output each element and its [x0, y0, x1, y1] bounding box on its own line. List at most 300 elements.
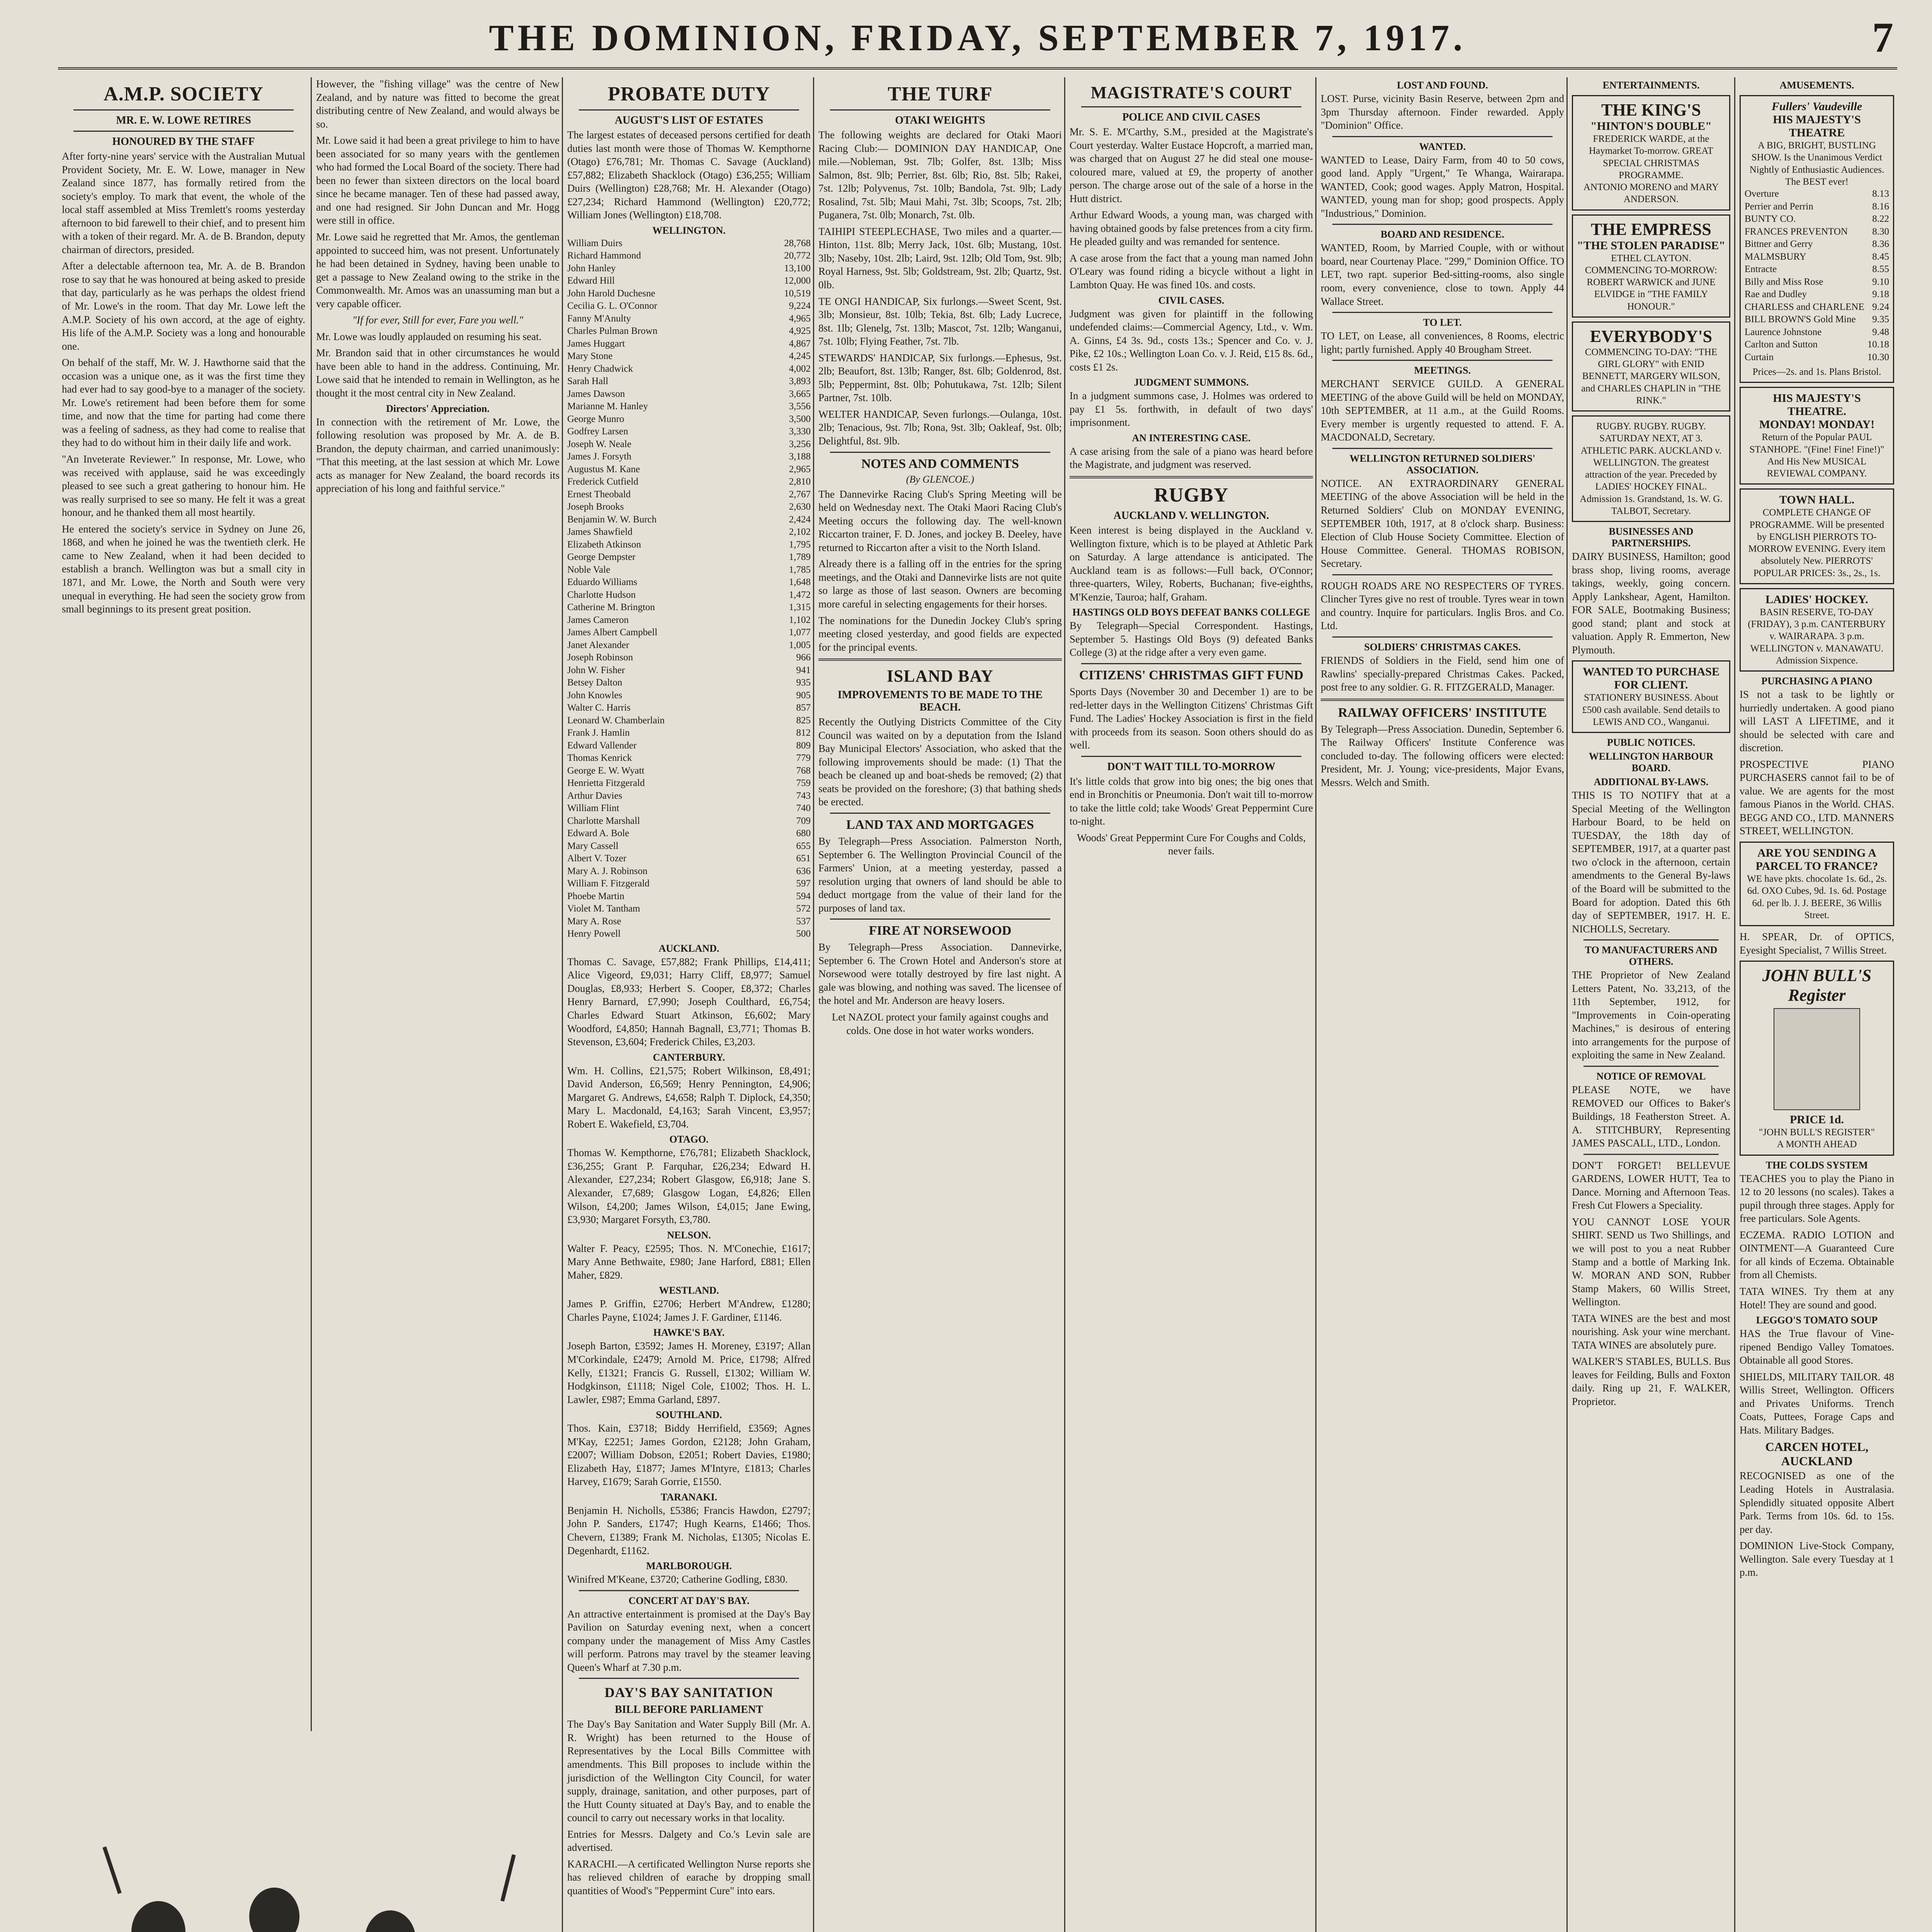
article-paragraph: By Telegraph—Special Correspondent. Hastings, September 5. Hastings Old Boys (9) defeated Banks College (3) at the ridge after a very even game. [1070, 620, 1313, 658]
program-time: 8.16 [1872, 201, 1889, 212]
article-paragraph: Mr. Lowe said it had been a great privilege to him to have been associated for so many years with the gentlemen who had formed the Local Board of the society. There had been no fewer than sixteen directors on the local board since he became manager. Ten of these had passed away, and one had resigned. Sir John Duncan and Mr. Hogg were still in office. [316, 134, 560, 226]
estate-row [567, 388, 811, 401]
program-time: 8.13 [1872, 189, 1889, 199]
masthead [58, 9, 1897, 70]
region-heading: TARANAKI. [660, 1491, 718, 1503]
estate-value: 812 [796, 728, 811, 738]
estate-row [567, 651, 811, 664]
classified-text: TATA WINES are the best and most nourishing. Ask your wine merchant. TATA WINES are absolutely pure. [1572, 1312, 1730, 1351]
estate-value: 655 [796, 840, 811, 851]
classified-heading: NOTICE OF REMOVAL [1596, 1070, 1706, 1082]
section-heading: CITIZENS' CHRISTMAS GIFT FUND [1079, 668, 1304, 682]
estate-value: 4,965 [789, 313, 811, 324]
estate-name: Mary Stone [567, 351, 613, 362]
notice-title: WELLINGTON HARBOUR BOARD. [1588, 751, 1714, 774]
estate-row [567, 576, 811, 589]
estate-name: Leonard W. Chamberlain [567, 715, 665, 726]
ad-text: STATIONERY BUSINESS. About £500 cash available. Send details to LEWIS AND CO., Wanganui. [1582, 692, 1720, 727]
estate-name: Edward Hill [567, 276, 615, 286]
article-subheading: IMPROVEMENTS TO BE MADE TO THE BEACH. [837, 689, 1043, 714]
column-rule [311, 77, 312, 1932]
article-subheading: HONOURED BY THE STAFF [112, 136, 255, 148]
classified-text: TATA WINES. Try them at any Hotel! They are sound and good. [1740, 1285, 1894, 1311]
program-time: 10.30 [1867, 352, 1889, 362]
rugby-match-ad [1572, 415, 1730, 522]
article-paragraph: A case arose from the fact that a young man named John O'Leary was found riding a bicycle without a light in Lambton Quay. He was fined 10s. and costs. [1070, 252, 1313, 291]
estate-row [567, 677, 811, 689]
estate-value: 3,893 [789, 376, 811, 387]
estate-row [567, 689, 811, 702]
classified-heading: PUBLIC NOTICES. [1607, 737, 1696, 748]
article-paragraph: Judgment was given for plaintiff in the following undefended claims:—Commercial Agency, Ltd., v. Wm. A. Ginns, £4 3s. 9d., costs 13s.; Spencer and Co. v. J. Pike, £2 10s.; Wellington Loan Co. v. J. Reid, £15 8s. 6d., costs £1 2s. [1070, 308, 1313, 373]
article-paragraph: TAIHIPI STEEPLECHASE, Two miles and a quarter.—Hinton, 11st. 8lb; Merry Jack, 10st. 6lb; Mustang, 10st. 3lb; Naseby, 10st. 2lb; Laird, 9st. 12lb; Old Tom, 9st. 9lb; Royal Harness, 9st. 5lb; Goldstream, 9st. 2lb; Quartz, 9st. 0lb. [818, 225, 1062, 291]
estate-value: 743 [796, 790, 811, 801]
ad-title: TOWN HALL. [1779, 493, 1855, 507]
estate-row [567, 614, 811, 627]
kings-theatre-ad [1572, 95, 1730, 211]
section-heading: LAND TAX AND MORTGAGES [846, 817, 1034, 832]
column-rule [1734, 77, 1735, 1932]
program-time: 8.22 [1872, 214, 1889, 224]
article-paragraph: He entered the society's service in Sydney on June 26, 1868, and when he joined he was the twentieth clerk. He came to New Zealand, when it had been decided to establish a branch. Wellington was but a small city in 1871, and Mr. Lowe, the North and South were very unequal in everything. He had seen the society grow from small beginnings to its present great position. [62, 523, 305, 615]
estate-row [567, 890, 811, 903]
estate-value: 1,648 [789, 577, 811, 588]
classified-text: MERCHANT SERVICE GUILD. A GENERAL MEETING of the above Guild will be held on MONDAY, 10th SEPTEMBER, at 11 a.m., at the Guild Rooms. Every member is urgently requested to attend. F. A. MACDONALD, Secretary. [1321, 378, 1564, 443]
article-paragraph: After a delectable afternoon tea, Mr. A. de B. Brandon rose to say that he was honoured at being asked to preside that day, particularly as he was perhaps the oldest friend of Mr. Lowe's in the room. That day Mr. Lowe left the A.M.P. Society of his own accord, at the age of eighty. His life of the A.M.P. Society was a long and honourable one. [62, 260, 305, 352]
estate-row [567, 639, 811, 652]
estate-row [567, 350, 811, 363]
estate-row [567, 287, 811, 300]
program-time: 9.18 [1872, 289, 1889, 299]
program-act: BUNTY CO. [1745, 214, 1796, 224]
section-subheading: AN INTERESTING CASE. [1132, 432, 1251, 444]
estate-value: 740 [796, 803, 811, 814]
estate-row [567, 903, 811, 915]
program-row [1745, 351, 1889, 364]
program-row [1745, 301, 1889, 314]
estate-name: Mary Cassell [567, 840, 619, 851]
estate-name: Sarah Hall [567, 376, 609, 387]
article-heading: RUGBY [1154, 484, 1229, 507]
estate-value: 1,315 [789, 602, 811, 613]
estate-name: Frederick Cutfield [567, 476, 638, 487]
estate-row [567, 363, 811, 376]
estate-row [567, 740, 811, 752]
estate-value: 3,500 [789, 413, 811, 424]
ad-text: COMMENCING TO-DAY: "THE GIRL GLORY" with ENID BENNETT, MARGERY WILSON, and CHARLES CHAPLIN in "THE RINK." [1581, 347, 1721, 406]
estate-name: James J. Forsyth [567, 451, 631, 462]
classified-heading: BUSINESSES AND PARTNERSHIPS. [1609, 526, 1694, 549]
estate-row [567, 451, 811, 463]
advert-paragraph: Woods' Great Peppermint Cure For Coughs and Colds, never fails. [1077, 832, 1306, 857]
region-heading: WELLINGTON. [652, 224, 726, 236]
estate-name: William F. Fitzgerald [567, 878, 650, 889]
region-heading: OTAGO. [669, 1134, 709, 1145]
ad-text: ANTONIO MORENO and MARY ANDERSON. [1583, 182, 1719, 205]
ad-title: HIS MAJESTY'S THEATRE [1773, 113, 1861, 139]
estate-row [567, 237, 811, 250]
estate-value: 4,002 [789, 363, 811, 374]
column-classifieds [1317, 77, 1568, 1932]
article-paragraph: Benjamin H. Nicholls, £5386; Francis Hawdon, £2797; John P. Sanders, £1747; Hugh Kearns, £1466; Thos. Chevern, £1389; Frank M. Nicholas, £1305; Nicolas E. Degenhardt, £1162. [567, 1504, 811, 1556]
program-act: FRANCES PREVENTON [1745, 226, 1848, 237]
estate-value: 1,785 [789, 564, 811, 575]
article-heading: ISLAND BAY [886, 667, 994, 686]
ad-text: A MONTH AHEAD [1777, 1139, 1857, 1150]
advert-paragraph: Let NAZOL protect your family against coughs and colds. One dose in hot water works wonders. [832, 1011, 1049, 1036]
estate-value: 2,767 [789, 489, 811, 500]
article-heading: MAGISTRATE'S COURT [1090, 83, 1292, 102]
estate-row [567, 488, 811, 501]
estate-name: Joseph Brooks [567, 502, 624, 512]
estate-value: 9,224 [789, 301, 811, 311]
estate-value: 4,245 [789, 351, 811, 362]
estate-value: 2,630 [789, 502, 811, 512]
estate-name: Henrietta Fitzgerald [567, 778, 645, 789]
ad-text: FREDERICK WARDE, at the Haymarket To-morrow. GREAT SPECIAL CHRISTMAS PROGRAMME. [1589, 134, 1713, 180]
estate-row [567, 626, 811, 639]
section-subheading: HASTINGS OLD BOYS DEFEAT BANKS COLLEGE [1072, 607, 1310, 618]
classified-heading: LEGGO'S TOMATO SOUP [1756, 1315, 1878, 1326]
estate-row [567, 790, 811, 803]
program-row [1745, 201, 1889, 213]
section-heading: NOTES AND COMMENTS [861, 456, 1019, 471]
estate-value: 597 [796, 878, 811, 889]
ladies-hockey-ad [1740, 588, 1894, 672]
classified-heading: CARCEN HOTEL, AUCKLAND [1765, 1440, 1869, 1468]
estate-row [567, 928, 811, 940]
region-heading: HAWKE'S BAY. [653, 1327, 725, 1338]
estate-row [567, 702, 811, 714]
region-heading: NELSON. [667, 1229, 711, 1241]
wanted-purchase-ad [1572, 660, 1730, 733]
estate-name: James Huggart [567, 338, 625, 349]
estate-value: 905 [796, 690, 811, 701]
article-paragraph: On behalf of the staff, Mr. W. J. Hawthorne said that the occasion was a unique one, as it was the first time they had ever had to say good-bye to a manager of the society. Mr. Lowe's retirement had been before them for some time, and now that the time for parting had come there was a feeling of sadness, as they had come to realise that they had to do without him in their daily life and work. [62, 357, 305, 449]
classified-text: TO LET, on Lease, all conveniences, 8 Rooms, electric light; partly furnished. Apply 40 Brougham Street. [1321, 330, 1564, 355]
estate-name: Betsey Dalton [567, 677, 622, 688]
article-paragraph: It's little colds that grow into big ones; the big ones that end in Bronchitis or Pneumonia. Don't wait till to-morrow to take the little cold; take Woods' Great Peppermint Cure to-night. [1070, 775, 1313, 827]
region-heading: MARLBOROUGH. [646, 1560, 732, 1572]
program-row [1745, 288, 1889, 301]
section-subheading: JUDGMENT SUMMONS. [1134, 377, 1249, 388]
article-paragraph: WELTER HANDICAP, Seven furlongs.—Oulanga, 10st. 2lb; Tenacious, 9st. 7lb; Rona, 9st. 3lb; Oakleaf, 9st. 0lb; Delightful, 8st. 9lb. [818, 408, 1062, 447]
estate-name: Charlotte Hudson [567, 589, 636, 600]
program-time: 8.36 [1872, 239, 1889, 249]
estate-row [567, 840, 811, 853]
kodak-advertisement [58, 1731, 556, 1932]
estate-name: Richard Hammond [567, 250, 641, 261]
ad-text: ETHEL CLAYTON. COMMENCING TO-MORROW: ROBERT WARWICK and JUNE ELVIDGE in "THE FAMILY HONOUR." [1585, 253, 1717, 312]
estate-value: 12,000 [784, 276, 811, 286]
estate-value: 825 [796, 715, 811, 726]
classified-text: WALKER'S STABLES, BULLS. Bus leaves for Feilding, Bulls and Foxton daily. Ring up 21, F. WALKER, Proprietor. [1572, 1355, 1730, 1407]
program-act: Rae and Dudley [1745, 289, 1807, 299]
estate-name: James Albert Campbell [567, 627, 658, 638]
program-act: Overture [1745, 189, 1779, 199]
ad-text: Prices—2s. and 1s. Plans Bristol. [1752, 367, 1881, 377]
article-subheading: AUGUST'S LIST OF ESTATES [614, 114, 764, 126]
estate-value: 966 [796, 652, 811, 663]
section-subheading: CONCERT AT DAY'S BAY. [628, 1595, 750, 1606]
estate-name: Arthur Davies [567, 790, 622, 801]
article-paragraph: STEWARDS' HANDICAP, Six furlongs.—Ephesus, 9st. 2lb; Beaufort, 8st. 13lb; Ranger, 8st. 6lb; Goldenrod, 8st. 5lb; Peppermint, 8st. 0lb; Pohutukawa, 7st. 12lb; Silent Partner, 7st. 10lb. [818, 352, 1062, 404]
classified-text: RECOGNISED as one of the Leading Hotels in Australasia. Splendidly situated opposite Albert Park. Terms from 10s. 6d. to 15s. per day. [1740, 1470, 1894, 1535]
program-row [1745, 226, 1889, 238]
estate-value: 768 [796, 765, 811, 776]
program-row [1745, 188, 1889, 201]
classified-heading: MEETINGS. [1414, 365, 1471, 376]
soldiers-illustration [58, 1731, 556, 1932]
estate-name: James Cameron [567, 614, 629, 625]
classified-heading: TO MANUFACTURERS AND OTHERS. [1585, 944, 1718, 968]
article-paragraph: Entries for Messrs. Dalgety and Co.'s Levin sale are advertised. [567, 1828, 811, 1854]
estate-row [567, 765, 811, 777]
article-paragraph: Wm. H. Collins, £21,575; Robert Wilkinson, £8,491; David Anderson, £6,569; Henry Pennington, £4,906; Margaret G. Andrews, £4,658; Ralph T. Diplock, £4,350; Mary L. Macdonald, £4,163; Sarah Vincent, £3,957; Robert E. Wakefield, £3,704. [567, 1065, 811, 1130]
classified-text: DON'T FORGET! BELLEVUE GARDENS, LOWER HUTT, Tea to Dance. Morning and Afternoon Teas. Fresh Cut Flowers a Speciality. [1572, 1159, 1730, 1211]
estate-row [567, 400, 811, 413]
estate-name: Henry Chadwick [567, 363, 633, 374]
classified-text: THE Proprietor of New Zealand Letters Patent, No. 33,213, of the 11th September, 1912, for "Improvements in Coin-operating Machines," is desirous of entering into arrangements for the purpose of exploiting the same in New Zealand. [1572, 969, 1730, 1061]
classified-text: PROSPECTIVE PIANO PURCHASERS cannot fail to be of value. We are agents for the most famous Pianos in the World. CHAS. BEGG AND CO., LTD. MANNERS STREET, WELLINGTON. [1740, 758, 1894, 837]
byline: (By GLENCOE.) [906, 473, 975, 485]
article-subheading: BILL BEFORE PARLIAMENT [615, 1704, 763, 1716]
estate-row [567, 589, 811, 602]
program-row [1745, 213, 1889, 226]
estate-name: Joseph W. Neale [567, 439, 631, 449]
article-heading: A.M.P. SOCIETY [104, 83, 264, 105]
classified-heading: LOST AND FOUND. [1397, 80, 1488, 91]
estate-name: John Harold Duchesne [567, 288, 655, 299]
program-act: Bittner and Gerry [1745, 239, 1813, 249]
estate-row [567, 338, 811, 350]
estate-row [567, 852, 811, 865]
estate-value: 779 [796, 753, 811, 764]
estate-name: Mary A. J. Robinson [567, 866, 648, 876]
estate-value: 809 [796, 740, 811, 751]
classified-heading: SOLDIERS' CHRISTMAS CAKES. [1364, 641, 1521, 653]
column-amusements [1736, 77, 1898, 1932]
article-paragraph: By Telegraph—Press Association. Dunedin, September 6. The Railway Officers' Institute Conference was concluded to-day. The following officers were elected: President, Mr. J. Young; vice-presidents, Major Evans, Messrs. Welch and Smith. [1321, 723, 1564, 788]
classified-text: LOST. Purse, vicinity Basin Reserve, between 2pm and 3pm Thursday afternoon. Finder rewarded. Apply "Dominion" Office. [1321, 93, 1564, 131]
estate-value: 2,424 [789, 514, 811, 525]
estate-value: 3,330 [789, 426, 811, 437]
article-paragraph: The Day's Bay Sanitation and Water Supply Bill (Mr. A. R. Wright) has been returned to the House of Representatives by the Local Bills Committee with amendments. This Bill proposes to include within the jurisdiction of the Wellington City Council, for water supply, drainage, sanitation, and other purposes, part of the Hutt County situated at Day's Bay, and to enable the council to carry out necessary works in that locality. [567, 1718, 811, 1824]
article-paragraph: Thomas C. Savage, £57,882; Frank Phillips, £14,411; Alice Vigeord, £9,031; Harry Cliff, £8,977; Samuel Douglas, £8,933; Herbert S. Cooper, £8,372; Charles Henry Barnard, £7,990; Joseph Coulthard, £6,754; Charles Edward Stuart Atkinson, £6,602; Mary Woodford, £4,850; Hannah Bagnall, £3,771; Thomas B. Stevenson, £3,604; Frederick Chiles, £3,203. [567, 956, 811, 1048]
estate-name: Benjamin W. W. Burch [567, 514, 657, 525]
estate-value: 759 [796, 778, 811, 789]
estate-name: Ernest Theobald [567, 489, 631, 500]
everybodys-theatre-ad [1572, 321, 1730, 412]
program-row [1745, 326, 1889, 339]
article-subheading: AUCKLAND V. WELLINGTON. [1113, 510, 1269, 522]
ad-subtitle: MONDAY! MONDAY! [1759, 418, 1875, 431]
estate-value: 28,768 [784, 238, 811, 248]
estate-value: 4,867 [789, 338, 811, 349]
region-heading: SOUTHLAND. [656, 1409, 722, 1421]
estate-row [567, 551, 811, 564]
estate-value: 2,810 [789, 476, 811, 487]
estate-row [567, 727, 811, 740]
classified-text: SHIELDS, MILITARY TAILOR. 48 Willis Street, Wellington. Officers and Privates Uniforms. Trench Coats, Puttees, Forage Caps and Hats. Military Badges. [1740, 1371, 1894, 1436]
estate-value: 1,795 [789, 539, 811, 550]
classified-heading: WELLINGTON RETURNED SOLDIERS' ASSOCIATION. [1349, 452, 1536, 476]
program-row [1745, 338, 1889, 351]
estate-row [567, 815, 811, 828]
estate-row [567, 425, 811, 438]
estate-name: Frank J. Hamlin [567, 728, 630, 738]
program-row [1745, 276, 1889, 289]
article-heading: PROBATE DUTY [608, 83, 770, 105]
estate-value: 2,102 [789, 527, 811, 537]
estate-row [567, 250, 811, 262]
advert-paragraph: KARACHI.—A certificated Wellington Nurse reports she has relieved children of earache by dropping small quantities of Wood's "Peppermint Cure" into ears. [567, 1858, 811, 1896]
estate-name: James Dawson [567, 388, 625, 399]
estate-name: Janet Alexander [567, 639, 629, 650]
article-paragraph: In connection with the retirement of Mr. Lowe, the following resolution was proposed by Mr. A. de B. Brandon, the deputy chairman, and carried unanimously: "That this meeting, at the last session at which Mr. Lowe acts as manager for New Zealand, the board records its appreciation of his long and faithful service." [316, 416, 560, 495]
article-paragraph: A case arising from the sale of a piano was heard before the Magistrate, and judgment was reserved. [1070, 445, 1313, 471]
estate-value: 10,519 [784, 288, 811, 299]
estate-name: Henry Powell [567, 929, 621, 939]
column-entertainment-notices [1568, 77, 1734, 1932]
article-paragraph: Mr. S. E. M'Carthy, S.M., presided at the Magistrate's Court yesterday. Walter Eustace Hopcroft, a married man, was charged that on August 27 he did steal one mouse-coloured mare, valued at £9, the property of another person. The charge arose out of the sale of a horse in the Hutt district. [1070, 126, 1313, 204]
estate-name: Elizabeth Atkinson [567, 539, 641, 550]
classified-text: DOMINION Live-Stock Company, Wellington. Sale every Tuesday at 1 p.m. [1740, 1540, 1894, 1578]
program-act: Carlton and Sutton [1745, 339, 1818, 350]
classified-text: HAS the True flavour of Vine-ripened Bendigo Valley Tomatoes. Obtainable all good Stores. [1740, 1328, 1894, 1366]
classified-text: DAIRY BUSINESS, Hamilton; good brass shop, living rooms, average takings, weekly, going concern. Apply Lankshear, Agent, Hamilton. FOR SALE, Bootmaking Business; good stand; plant and stock at valuation. Apply R. Emmerton, New Plymouth. [1572, 551, 1730, 656]
estate-row [567, 313, 811, 325]
estate-row [567, 514, 811, 526]
estate-value: 20,772 [784, 250, 811, 261]
estate-row [567, 375, 811, 388]
estate-name: Eduardo Williams [567, 577, 638, 588]
program-act: Entracte [1745, 264, 1777, 274]
estate-row [567, 878, 811, 890]
estate-row [567, 601, 811, 614]
estate-row [567, 463, 811, 476]
article-paragraph: By Telegraph—Press Association. Palmerston North, September 6. The Wellington Provincial Council of the Farmers' Union, at a meeting yesterday, passed a resolution urging that owners of land should be able to deduct mortgage from the value of their land for the purposes of land tax. [818, 835, 1062, 914]
estate-value: 3,188 [789, 451, 811, 462]
estate-value: 857 [796, 702, 811, 713]
article-paragraph: TE ONGI HANDICAP, Six furlongs.—Sweet Scent, 9st. 3lb; Monsieur, 8st. 10lb; Tekia, 8st. 6lb; Lady Lucrece, 8st. 1lb; Glenelg, 7st. 13lb; Mascot, 7st. 12lb; Wanganui, 7st. 10lb; Flying Feather, 7st. 7lb. [818, 295, 1062, 347]
program-act: Laurence Johnstone [1745, 327, 1822, 337]
estate-value: 3,556 [789, 401, 811, 412]
estate-value: 935 [796, 677, 811, 688]
ad-title: THE EMPRESS [1591, 219, 1711, 239]
estate-row [567, 476, 811, 488]
ad-text: Return of the Popular PAUL STANHOPE. "(Fine! Fine! Fine!)" And His New MUSICAL REVIEWAL COMPANY. [1749, 432, 1884, 479]
estate-name: George Dempster [567, 552, 636, 563]
estate-row [567, 539, 811, 551]
estate-row [567, 777, 811, 790]
article-paragraph: In a judgment summons case, J. Holmes was ordered to pay £1 5s. forthwith, in default of two days' imprisonment. [1070, 390, 1313, 429]
article-paragraph: Sports Days (November 30 and December 1) are to be red-letter days in the Wellington Citizens' Christmas Gift Fund. The Ladies' Hockey Association is first in the field with proceeds from its season. Soon others should do as well. [1070, 685, 1313, 751]
classified-text: TEACHES you to play the Piano in 12 to 20 lessons (no scales). Takes a pupil through three stages. Apply for free particulars. Sole Agents. [1740, 1172, 1894, 1225]
estate-row [567, 325, 811, 338]
estate-name: John W. Fisher [567, 665, 625, 675]
magazine-cover-image [1774, 1008, 1860, 1110]
section-heading: FIRE AT NORSEWOOD [869, 923, 1012, 938]
estate-name: John Knowles [567, 690, 622, 701]
estate-name: William Duirs [567, 238, 622, 248]
estate-value: 941 [796, 665, 811, 675]
classified-heading: WANTED. [1419, 141, 1466, 152]
ad-title: Fullers' Vaudeville [1771, 100, 1862, 113]
estate-value: 2,965 [789, 464, 811, 474]
ad-feature: "THE STOLEN PARADISE" [1577, 239, 1725, 252]
estate-row [567, 752, 811, 765]
estate-value: 3,256 [789, 439, 811, 449]
program-time: 8.45 [1872, 251, 1889, 262]
article-subheading: OTAKI WEIGHTS [895, 114, 985, 126]
estate-row [567, 275, 811, 287]
program-time: 9.48 [1872, 327, 1889, 337]
ad-title: ARE YOU SENDING A PARCEL TO FRANCE? [1755, 847, 1878, 873]
estate-value: 4,925 [789, 326, 811, 337]
estate-name: Noble Vale [567, 564, 611, 575]
classified-text: FRIENDS of Soldiers in the Field, send him one of Rawlins' specially-prepared Christmas Cakes. Packed, post free to any soldier. G. R. FITZGERALD, Manager. [1321, 654, 1564, 693]
region-heading: CANTERBURY. [653, 1051, 725, 1063]
estate-value: 1,472 [789, 589, 811, 600]
estate-name: John Hanley [567, 263, 616, 274]
region-heading: WESTLAND. [659, 1285, 719, 1296]
estate-name: Godfrey Larsen [567, 426, 628, 437]
town-hall-ad [1740, 488, 1894, 584]
estate-row [567, 564, 811, 577]
estates-list [567, 237, 811, 940]
estate-value: 1,005 [789, 639, 811, 650]
column-amp-society [58, 77, 309, 1727]
program-act: Curtain [1745, 352, 1774, 362]
program-time: 9.35 [1872, 314, 1889, 325]
classified-text: WANTED, Room, by Married Couple, with or without board, near Courtenay Place. "299," Dominion Office. TO LET, two rapt. superior Bed-sitting-rooms, also single room, every convenience, close to town. Apply 44 Wallace Street. [1321, 242, 1564, 307]
article-paragraph: After forty-nine years' service with the Australian Mutual Provident Society, Mr. E. W. Lowe, manager in New Zealand since 1877, has formally retired from the society's employ. To mark that event, the whole of the local staff assembled at Miss Tremlett's rooms yesterday afternoon to bid farewell to their chief, and to present him with a token of their regard. Mr. A. de B. Brandon, deputy chairman of directors, presided. [62, 150, 305, 255]
estate-name: Cecilia G. L. O'Connor [567, 301, 657, 311]
estate-row [567, 300, 811, 313]
masthead-title: THE DOMINION, FRIDAY, SEPTEMBER 7, 1917. [489, 17, 1466, 58]
article-paragraph: Walter F. Peacy, £2595; Thos. N. M'Conechie, £1617; Mary Anne Bethwaite, £980; Jane Harford, £881; Ellen Maher, £829. [567, 1242, 811, 1281]
article-paragraph: Mr. Lowe said he regretted that Mr. Amos, the gentleman appointed to succeed him, was not present. Unfortunately he had been detained in Sydney, having been unable to get a passage to New Zealand owing to the strike in the Commonwealth. Mr. Amos was an unassuming man but a very capable officer. [316, 231, 560, 310]
ad-title: HIS MAJESTY'S THEATRE. [1773, 392, 1861, 418]
program-time: 8.30 [1872, 226, 1889, 237]
article-heading: DAY'S BAY SANITATION [604, 1685, 774, 1701]
article-subheading: MR. E. W. LOWE RETIRES [116, 114, 251, 126]
classified-text: H. SPEAR, Dr. of OPTICS, Eyesight Specialist, 7 Willis Street. [1740, 931, 1894, 956]
estate-row [567, 915, 811, 928]
ad-text: RUGBY. RUGBY. RUGBY. SATURDAY NEXT, AT 3. ATHLETIC PARK. AUCKLAND v. WELLINGTON. The greatest attraction of the year. Preceded by LADIES' HOCKEY FINAL. Admission 1s. Grandstand, 1s. W. G. TALBOT, Secretary. [1580, 421, 1723, 516]
estate-value: 636 [796, 866, 811, 876]
section-subheading: Directors' Appreciation. [386, 403, 490, 414]
estate-value: 537 [796, 916, 811, 927]
ad-text: "JOHN BULL'S REGISTER" [1759, 1127, 1875, 1138]
estate-name: William Flint [567, 803, 619, 814]
estate-name: Edward Vallender [567, 740, 637, 751]
ad-text: BASIN RESERVE, TO-DAY (FRIDAY), 3 p.m. CANTERBURY v. WAIRARAPA. 3 p.m. WELLINGTON v. MANAWATU. Admission Sixpence. [1748, 607, 1886, 666]
program-time: 10.18 [1867, 339, 1889, 350]
estate-name: Thomas Kenrick [567, 753, 632, 764]
estate-value: 651 [796, 853, 811, 864]
ad-title: LADIES' HOCKEY. [1765, 593, 1868, 606]
article-paragraph: By Telegraph—Press Association. Dannevirke, September 6. The Crown Hotel and Anderson's store at Norsewood were totally destroyed by fire last night. A gale was blowing, and nothing was saved. The licensee of the hotel and Mr. Anderson are heavy losers. [818, 941, 1062, 1007]
article-paragraph: An attractive entertainment is promised at the Day's Bay Pavilion on Saturday evening next, when a concert company under the management of Miss Amy Castles will perform. Patrons may travel by the steamer leaving Queen's Wharf at 7.30 p.m. [567, 1608, 811, 1673]
estate-name: Walter C. Harris [567, 702, 631, 713]
article-paragraph: James P. Griffin, £2706; Herbert M'Andrew, £1280; Charles Payne, £1024; James J. F. Gardiner, £1146. [567, 1298, 811, 1323]
article-paragraph: Winifred M'Keane, £3720; Catherine Godling, £830. [567, 1573, 788, 1585]
estate-row [567, 827, 811, 840]
program-act: MALMSBURY [1745, 251, 1806, 262]
estate-name: Phoebe Martin [567, 891, 624, 901]
